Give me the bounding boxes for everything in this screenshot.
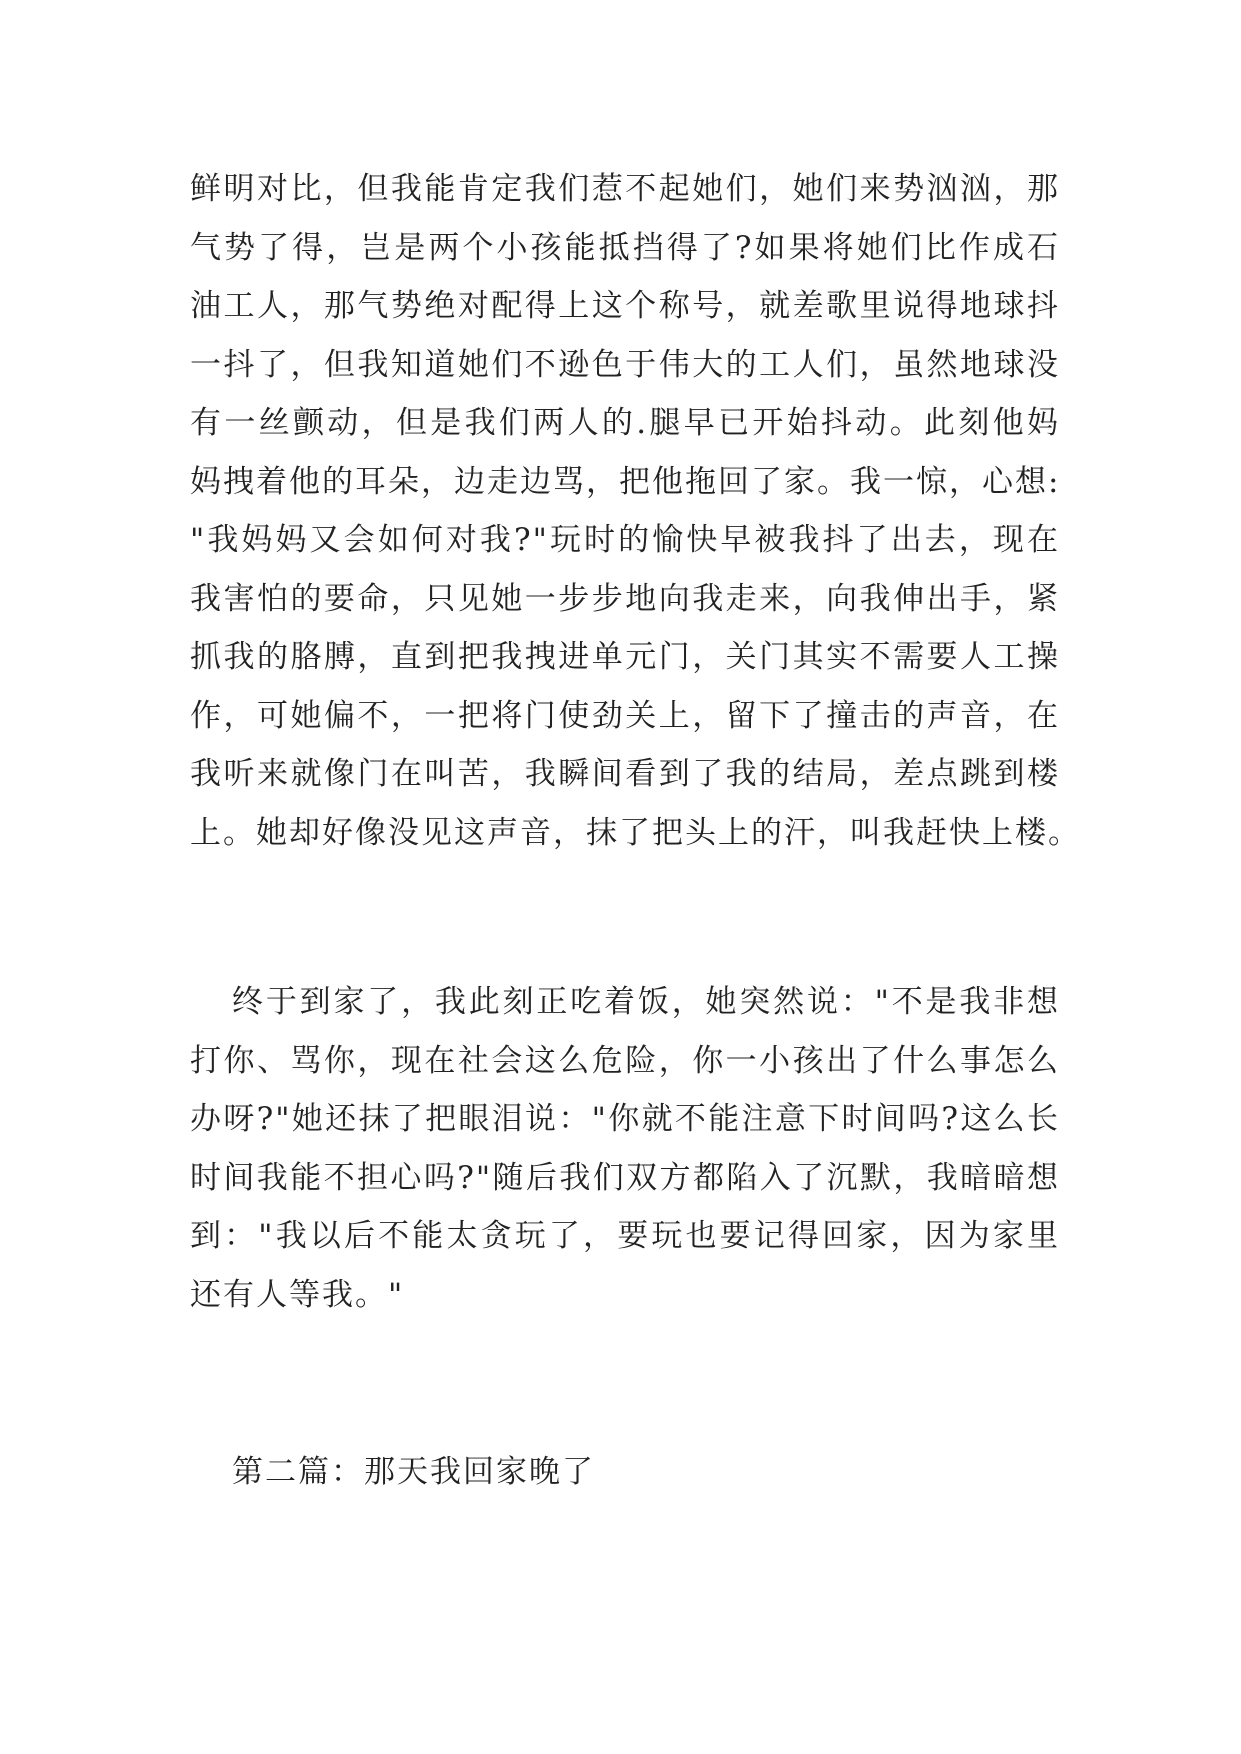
paragraph-line: 打你、骂你，现在社会这么危险，你一小孩出了什么事怎么 bbox=[190, 1042, 1060, 1079]
paragraph-1 bbox=[190, 160, 1081, 862]
paragraph-line: 气势了得，岂是两个小孩能抵挡得了?如果将她们比作成石 bbox=[190, 229, 1060, 266]
paragraph-line: 办呀?"她还抹了把眼泪说："你就不能注意下时间吗?这么长 bbox=[190, 1101, 1060, 1137]
paragraph-line: 作，可她偏不，一把将门使劲关上，留下了撞击的声音，在 bbox=[190, 697, 1060, 734]
paragraph-line: 抓我的胳膊，直到把我拽进单元门，关门其实不需要人工操 bbox=[190, 639, 1060, 675]
section-heading: 第二篇：那天我回家晚了 bbox=[232, 1454, 595, 1490]
paragraph-line: 到："我以后不能太贪玩了，要玩也要记得回家，因为家里 bbox=[190, 1218, 1060, 1254]
paragraph-line: 油工人，那气势绝对配得上这个称号，就差歌里说得地球抖 bbox=[190, 288, 1060, 324]
paragraph-line: 时间我能不担心吗?"随后我们双方都陷入了沉默，我暗暗想 bbox=[190, 1159, 1060, 1196]
paragraph-line: 妈拽着他的耳朵，边走边骂，把他拖回了家。我一惊，心想: bbox=[190, 463, 1061, 500]
paragraph-2 bbox=[190, 973, 1060, 1324]
paragraph-line: 终于到家了，我此刻正吃着饭，她突然说："不是我非想 bbox=[232, 984, 1060, 1020]
paragraph-line: 上。她却好像没见这声音，抹了把头上的汗，叫我赶快上楼。 bbox=[190, 814, 1081, 851]
paragraph-line: "我妈妈又会如何对我?"玩时的愉快早被我抖了出去，现在 bbox=[190, 522, 1060, 558]
paragraph-line: 鲜明对比，但我能肯定我们惹不起她们，她们来势汹汹，那 bbox=[190, 171, 1060, 207]
paragraph-line: 一抖了，但我知道她们不逊色于伟大的工人们，虽然地球没 bbox=[190, 346, 1060, 383]
paragraph-line: 我害怕的要命，只见她一步步地向我走来，向我伸出手，紧 bbox=[190, 580, 1060, 617]
paragraph-line: 还有人等我。" bbox=[190, 1276, 405, 1313]
paragraph-line: 有一丝颤动，但是我们两人的.腿早已开始抖动。此刻他妈 bbox=[190, 405, 1060, 441]
paragraph-line: 我听来就像门在叫苦，我瞬间看到了我的结局，差点跳到楼 bbox=[190, 756, 1060, 792]
